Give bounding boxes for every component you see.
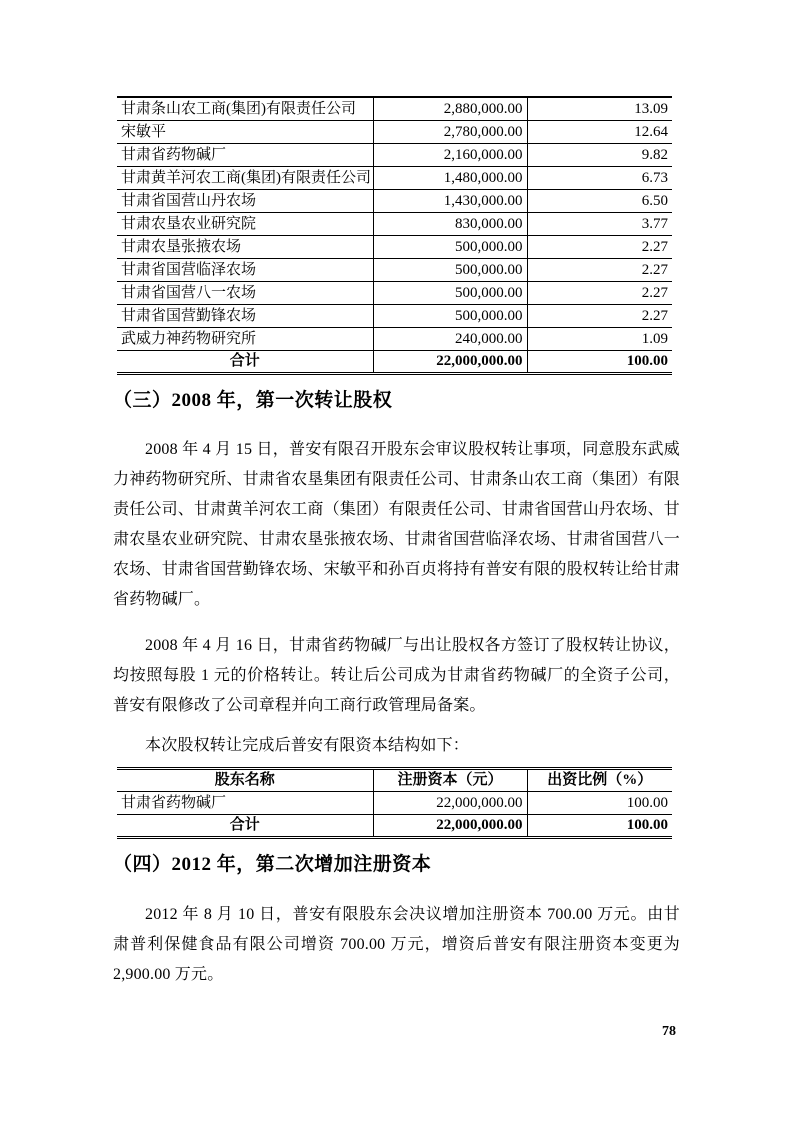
header-shareholder-name: 股东名称 [117, 768, 373, 791]
cell-amount: 500,000.00 [373, 281, 527, 304]
cell-amount: 1,430,000.00 [373, 189, 527, 212]
paragraph-share-transfer-resolution: 2008 年 4 月 15 日，普安有限召开股东会审议股权转让事项，同意股东武威力神药物研究所、甘肃省农垦集团有限责任公司、甘肃条山农工商（集团）有限责任公司、甘肃黄羊河农工商（集团）有限责任公司、甘肃省国营山丹农场、甘肃农垦农业研究院、甘肃农垦张掖农场、甘肃省国营临泽农场、甘肃省国营八一农场、甘肃省国营勤锋农场、宋敏平和孙百贞将持有普安有限的股权转让给甘肃省药物碱厂。 [113, 440, 681, 608]
cell-name: 甘肃省国营八一农场 [117, 281, 373, 304]
cell-pct: 1.09 [527, 327, 672, 350]
paragraph-capital-structure-intro: 本次股权转让完成后普安有限资本结构如下： [145, 736, 470, 754]
cell-pct: 13.09 [527, 97, 672, 120]
cell-pct: 2.27 [527, 258, 672, 281]
cell-amount: 500,000.00 [373, 304, 527, 327]
table-total-row [117, 814, 672, 837]
capital-structure-table [117, 767, 672, 839]
cell-pct: 2.27 [527, 281, 672, 304]
table-row [117, 327, 672, 350]
cell-name: 甘肃条山农工商(集团)有限责任公司 [117, 97, 373, 120]
cell-pct: 2.27 [527, 304, 672, 327]
total-label: 合计 [117, 814, 373, 837]
section-heading-three: （三）2008 年，第一次转让股权 [113, 389, 393, 411]
cell-amount: 2,880,000.00 [373, 97, 527, 120]
cell-name: 甘肃省国营勤锋农场 [117, 304, 373, 327]
table-row [117, 189, 672, 212]
cell-name: 甘肃农垦张掖农场 [117, 235, 373, 258]
cell-name: 宋敏平 [117, 120, 373, 143]
shareholding-table-continued [117, 96, 672, 375]
cell-name: 甘肃省药物碱厂 [117, 791, 373, 814]
cell-pct: 6.50 [527, 189, 672, 212]
total-amount: 22,000,000.00 [373, 350, 527, 373]
cell-pct: 9.82 [527, 143, 672, 166]
cell-name: 甘肃省国营临泽农场 [117, 258, 373, 281]
cell-name: 甘肃黄羊河农工商(集团)有限责任公司 [117, 166, 373, 189]
cell-pct: 2.27 [527, 235, 672, 258]
cell-amount: 500,000.00 [373, 235, 527, 258]
section-heading-four: （四）2012 年，第二次增加注册资本 [113, 853, 432, 875]
cell-name: 甘肃省药物碱厂 [117, 143, 373, 166]
table-total-row [117, 350, 672, 373]
table-row [117, 166, 672, 189]
paragraph-capital-increase: 2012 年 8 月 10 日，普安有限股东会决议增加注册资本 700.00 万元。由甘肃普利保健食品有限公司增资 700.00 万元，增资后普安有限注册资本变更为 2,900.00 万元。 [113, 905, 680, 983]
page-number: 78 [662, 1024, 676, 1039]
cell-amount: 240,000.00 [373, 327, 527, 350]
total-percent: 100.00 [527, 350, 672, 373]
cell-pct: 100.00 [527, 791, 672, 814]
table-row [117, 235, 672, 258]
table-row [117, 258, 672, 281]
cell-pct: 6.73 [527, 166, 672, 189]
table-row [117, 791, 672, 814]
table-header-row [117, 768, 672, 791]
total-amount: 22,000,000.00 [373, 814, 527, 837]
table-row [117, 304, 672, 327]
header-registered-capital: 注册资本（元） [373, 768, 527, 791]
total-percent: 100.00 [527, 814, 672, 837]
table-row [117, 281, 672, 304]
header-contribution-ratio: 出资比例（%） [527, 768, 672, 791]
total-label: 合计 [117, 350, 373, 373]
table-row [117, 97, 672, 120]
table-row [117, 212, 672, 235]
cell-amount: 22,000,000.00 [373, 791, 527, 814]
cell-name: 甘肃农垦农业研究院 [117, 212, 373, 235]
table-row [117, 143, 672, 166]
cell-amount: 830,000.00 [373, 212, 527, 235]
cell-name: 甘肃省国营山丹农场 [117, 189, 373, 212]
cell-pct: 3.77 [527, 212, 672, 235]
cell-amount: 1,480,000.00 [373, 166, 527, 189]
cell-amount: 500,000.00 [373, 258, 527, 281]
cell-name: 武威力神药物研究所 [117, 327, 373, 350]
paragraph-transfer-agreement: 2008 年 4 月 16 日，甘肃省药物碱厂与出让股权各方签订了股权转让协议，均按照每股 1 元的价格转让。转让后公司成为甘肃省药物碱厂的全资子公司，普安有限修改了公司章程并向工商行政管理局备案。 [113, 636, 680, 714]
cell-amount: 2,160,000.00 [373, 143, 527, 166]
page-content [113, 96, 680, 990]
cell-pct: 12.64 [527, 120, 672, 143]
table-row [117, 120, 672, 143]
cell-amount: 2,780,000.00 [373, 120, 527, 143]
